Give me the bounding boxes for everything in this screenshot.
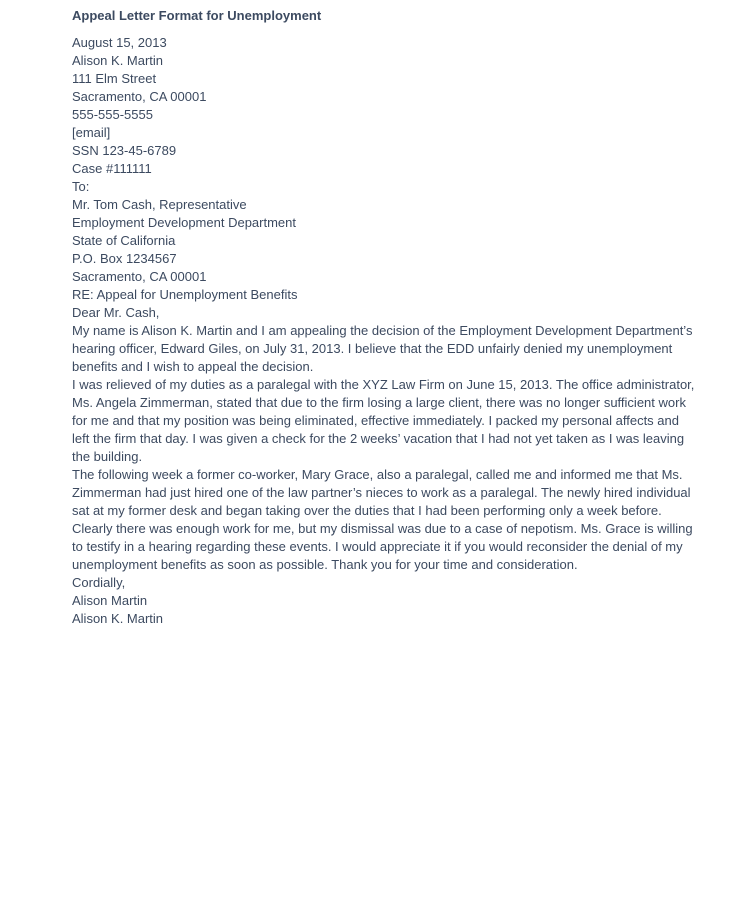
sender-email: [email] [72,125,111,140]
letter-page [72,8,695,628]
document-title: Appeal Letter Format for Unemployment [72,8,322,23]
paragraph-line: Clearly there was enough work for me, but my dismissal was due to a case of nepotism. Ms. Grace is willing [72,521,693,536]
body-paragraph-1 [72,322,692,376]
printed-name: Alison K. Martin [72,611,164,626]
sender-ssn: SSN 123-45-6789 [72,143,177,158]
paragraph-line: hearing officer, Edward Giles, on July 31, 2013. I believe that the EDD unfairly denied my unemployment [72,341,673,356]
paragraph-line: The following week a former co-worker, Mary Grace, also a paralegal, called me and informed me that Ms. [72,467,683,482]
body-paragraph-2 [72,376,695,466]
paragraph-line: I was relieved of my duties as a paralegal with the XYZ Law Firm on June 15, 2013. The office administrator, [72,377,695,392]
paragraph-line: the building. [72,449,143,464]
sender-phone: 555-555-5555 [72,107,153,122]
paragraph-line: My name is Alison K. Martin and I am appealing the decision of the Employment Development Department’s [72,323,693,338]
recipient-po-box: P.O. Box 1234567 [72,251,177,266]
recipient-block [72,178,692,286]
recipient-name: Mr. Tom Cash, Representative [72,197,247,212]
case-number: Case #111111 [72,161,152,176]
closing-block [72,574,692,628]
sender-street: 111 Elm Street [72,71,157,86]
sender-name: Alison K. Martin [72,53,164,68]
paragraph-line: unemployment benefits as soon as possible. Thank you for your time and consideration. [72,557,578,572]
paragraph-line: to testify in a hearing regarding these events. I would appreciate it if you would reconsider the denial of my [72,539,683,554]
sender-block [72,34,692,178]
paragraph-line: for me and that my position was being eliminated, effective immediately. I packed my personal affects and [72,413,679,428]
letter-date: August 15, 2013 [72,35,167,50]
signature: Alison Martin [72,593,148,608]
sender-city: Sacramento, CA 00001 [72,89,207,104]
body-paragraph-3 [72,466,692,574]
paragraph-line: Zimmerman had just hired one of the law partner’s nieces to work as a paralegal. The newly hired individual [72,485,691,500]
recipient-department: Employment Development Department [72,215,296,230]
paragraph-line: benefits and I wish to appeal the decision. [72,359,314,374]
salutation: Dear Mr. Cash, [72,305,160,320]
recipient-city: Sacramento, CA 00001 [72,269,207,284]
paragraph-line: sat at my former desk and began taking over the duties that I had been performing only a week before. [72,503,662,518]
paragraph-line: left the firm that day. I was given a check for the 2 weeks’ vacation that I had not yet taken as I was leaving [72,431,685,446]
recipient-to-label: To: [72,179,90,194]
paragraph-line: Ms. Angela Zimmerman, stated that due to the firm losing a large client, there was no longer sufficient work [72,395,686,410]
subject-line: RE: Appeal for Unemployment Benefits [72,287,298,302]
valediction: Cordially, [72,575,126,590]
recipient-state: State of California [72,233,176,248]
